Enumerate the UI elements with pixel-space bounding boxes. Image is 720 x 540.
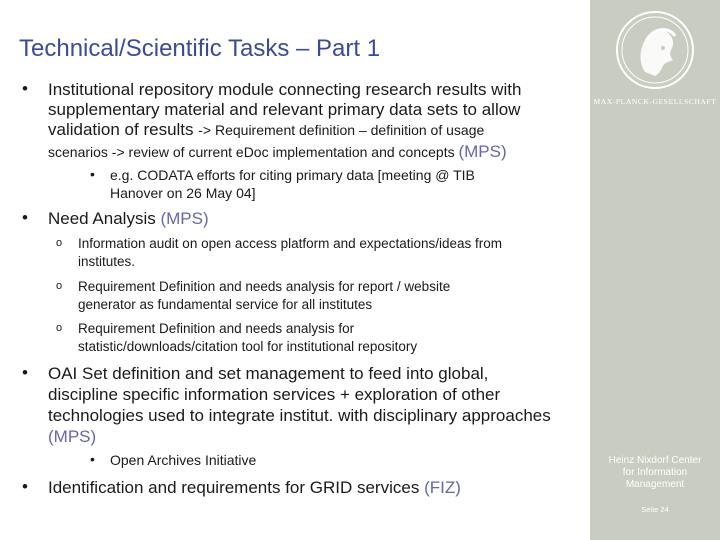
need-item-2-line-1: Requirement Definition and needs analysis for report / website <box>78 279 451 294</box>
bullet-1-sub-line-2: Hanover on 26 May 04] <box>110 185 256 201</box>
sub-item-marker: o <box>56 237 63 249</box>
org-name <box>590 455 720 491</box>
bullet-1-line-4 <box>48 142 507 162</box>
bullet-1-line-2: supplementary material and relevant primary data sets to allow <box>48 100 521 119</box>
bullet-marker: • <box>22 79 28 98</box>
bullet-4-text: Identification and requirements for GRID services <box>48 478 425 497</box>
bullet-3-sub: Open Archives Initiative <box>110 452 257 468</box>
bullet-1-sub-line-1: e.g. CODATA efforts for citing primary data [meeting @ TIB <box>110 167 475 183</box>
bullet-3-line-3: technologies used to integrate institut. with disciplinary approaches <box>48 406 551 425</box>
bullet-1-line-4-text: scenarios -> review of current eDoc implementation and concepts <box>48 144 459 160</box>
bullet-marker: • <box>22 477 28 496</box>
sub-bullet-marker: • <box>90 166 95 182</box>
bullet-2-text: Need Analysis <box>48 209 161 228</box>
slide-title: Technical/Scientific Tasks – Part 1 <box>19 35 381 62</box>
logo-wordmark: MAX-PLANCK-GESELLSCHAFT <box>593 97 717 106</box>
bullet-1-line-3b: -> Requirement definition – definition of usage <box>198 122 485 138</box>
bullet-4 <box>48 478 461 498</box>
bullet-3-line-1: OAI Set definition and set management to feed into global, <box>48 364 489 383</box>
need-item-1-line-2: institutes. <box>78 254 136 269</box>
need-item-3-line-2: statistic/downloads/citation tool for institutional repository <box>78 339 418 354</box>
sub-bullet-marker: • <box>90 451 95 467</box>
org-line-3: Management <box>625 479 685 490</box>
bullet-1-line-3 <box>48 120 484 140</box>
sub-item-marker: o <box>56 322 63 334</box>
bullet-3-tag: (MPS) <box>48 427 97 446</box>
bullet-1-line-3a: validation of results <box>48 120 199 139</box>
bullet-1-line-1: Institutional repository module connecting research results with <box>48 80 522 99</box>
bullet-2 <box>48 209 209 229</box>
bullet-3-line-2: discipline specific information services + exploration of other <box>48 385 501 404</box>
org-line-1: Heinz Nixdorf Center <box>608 455 702 466</box>
bullet-marker: • <box>22 208 28 227</box>
org-line-2: for Information <box>622 467 688 478</box>
minerva-seal-icon <box>615 10 695 90</box>
page-number: Seite 24 <box>641 505 669 514</box>
bullet-2-tag: (MPS) <box>160 209 209 228</box>
bullet-marker: • <box>22 363 28 382</box>
need-item-1-line-1: Information audit on open access platform and expectations/ideas from <box>78 236 502 251</box>
sub-item-marker: o <box>56 280 63 292</box>
sidebar <box>590 0 720 540</box>
bullet-4-tag: (FIZ) <box>424 478 461 497</box>
need-item-3-line-1: Requirement Definition and needs analysis for <box>78 321 355 336</box>
need-item-2-line-2: generator as fundamental service for all institutes <box>78 297 373 312</box>
bullet-1-tag: (MPS) <box>458 142 507 161</box>
